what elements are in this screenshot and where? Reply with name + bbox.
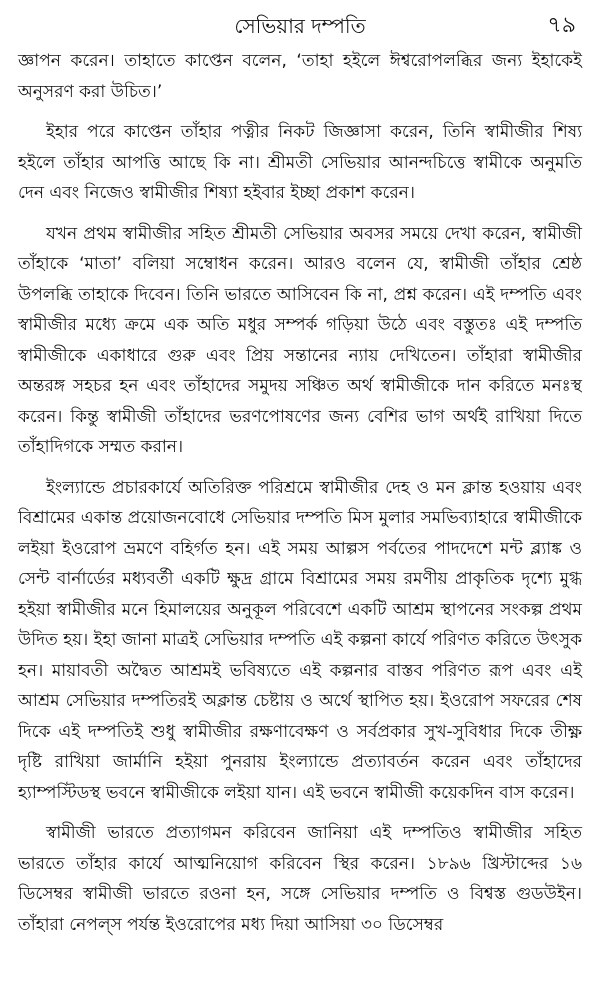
paragraph-3: যখন প্রথম স্বামীজীর সহিত শ্রীমতী সেভিয়ার অবসর সময়ে দেখা করেন, স্বামীজী তাঁহাকে ‘মাতা’ বলিয়া সম্বোধন করেন। আরও বলেন যে, স্বামীজী তাঁহার শ্রেষ্ঠ উপলব্ধি তাহাকে দিবেন। তিনি ভারতে আসিবেন কি না, প্রশ্ন করেন। এই দম্পতি এবং স্বামীজীর মধ্যে ক্রমে এক অতি মধুর সম্পর্ক গড়িয়া উঠে এবং বস্তুতঃ এই দম্পতি স্বামীজীকে একাধারে গুরু এবং প্রিয় সন্তানের ন্যায় দেখিতেন। তাঁহারা স্বামীজীর অন্তরঙ্গ সহচর হন এবং তাঁহাদের সমুদয় সঞ্চিত অর্থ স্বামীজীকে দান করিতে মনঃস্থ করেন। কিন্তু স্বামীজী তাঁহাদের ভরণপোষণের জন্য বেশির ভাগ অর্থই রাখিয়া দিতে তাঁহাদিগকে সম্মত করান। xyxy=(18,223,582,457)
paragraph-4: ইংল্যান্ডে প্রচারকার্যে অতিরিক্ত পরিশ্রমে স্বামীজীর দেহ ও মন ক্লান্ত হওয়ায় এবং বিশ্রামের একান্ত প্রয়োজনবোধে সেভিয়ার দম্পতি মিস মুলার সমভিব্যাহারে স্বামীজীকে লইয়া ইওরোপ ভ্রমণে বহির্গত হন। এই সময় আল্পস পর্বতের পাদদেশে মন্ট ব্ল্যাঙ্ক ও সেন্ট বার্নার্ডের মধ্যবর্তী একটি ক্ষুদ্র গ্রামে বিশ্রামের সময় রমণীয় প্রাকৃতিক দৃশ্যে মুগ্ধ হইয়া স্বামীজীর মনে হিমালয়ের অনুকূল পরিবেশে একটি আশ্রম স্থাপনের সংকল্প প্রথম উদিত হয়। ইহা জানা মাত্রই সেভিয়ার দম্পতি এই কল্পনা কার্যে পরিণত করিতে উৎসুক হন। মায়াবতী অদ্বৈত আশ্রমই ভবিষ্যতে এই কল্পনার বাস্তব পরিণত রূপ এবং এই আশ্রম সেভিয়ার দম্পতিরই অক্লান্ত চেষ্টায় ও অর্থে স্থাপিত হয়। ইওরোপ সফরের শেষ দিকে এই দম্পতিই শুধু স্বামীজীর রক্ষণাবেক্ষণ ও সর্বপ্রকার সুখ-সুবিধার দিকে তীক্ষ্ণ দৃষ্টি রাখিয়া জার্মানি হইয়া পুনরায় ইংল্যান্ডে প্রত্যাবর্তন করেন এবং তাঁহাদের হ্যাম্পস্টিডস্থ ভবনে স্বামীজীকে লইয়া যান। এই ভবনে স্বামীজী কয়েকদিন বাস করেন। xyxy=(18,477,582,803)
paragraph-2: ইহার পরে কাপ্তেন তাঁহার পত্নীর নিকট জিজ্ঞাসা করেন, তিনি স্বামীজীর শিষ্য হইলে তাঁহার আপত্তি আছে কি না। শ্রীমতী সেভিয়ার আনন্দচিত্তে স্বামীকে অনুমতি দেন এবং নিজেও স্বামীজীর শিষ্যা হইবার ইচ্ছা প্রকাশ করেন। xyxy=(18,122,582,203)
body-text xyxy=(18,46,582,940)
paragraph-5: স্বামীজী ভারতে প্রত্যাগমন করিবেন জানিয়া এই দম্পতিও স্বামীজীর সহিত ভারতে তাঁহার কার্যে আত্মনিয়োগ করিবেন স্থির করেন। ১৮৯৬ খ্রিস্টাব্দের ১৬ ডিসেম্বর স্বামীজী ভারতে রওনা হন, সঙ্গে সেভিয়ার দম্পতি ও বিশ্বস্ত গুডউইন। তাঁহারা নেপল্‌স পর্যন্ত ইওরোপের মধ্য দিয়া আসিয়া ৩০ ডিসেম্বর xyxy=(18,823,582,935)
page-number: ৭৯ xyxy=(547,13,576,38)
chapter-title: সেভিয়ার দম্পতি xyxy=(234,14,366,38)
paragraph-1: জ্ঞাপন করেন। তাহাতে কাপ্তেন বলেন, ‘তাহা হইলে ঈশ্বরোপলব্ধির জন্য ইহাকেই অনুসরণ করা উচিত।’ xyxy=(18,51,582,102)
running-header xyxy=(18,12,582,46)
